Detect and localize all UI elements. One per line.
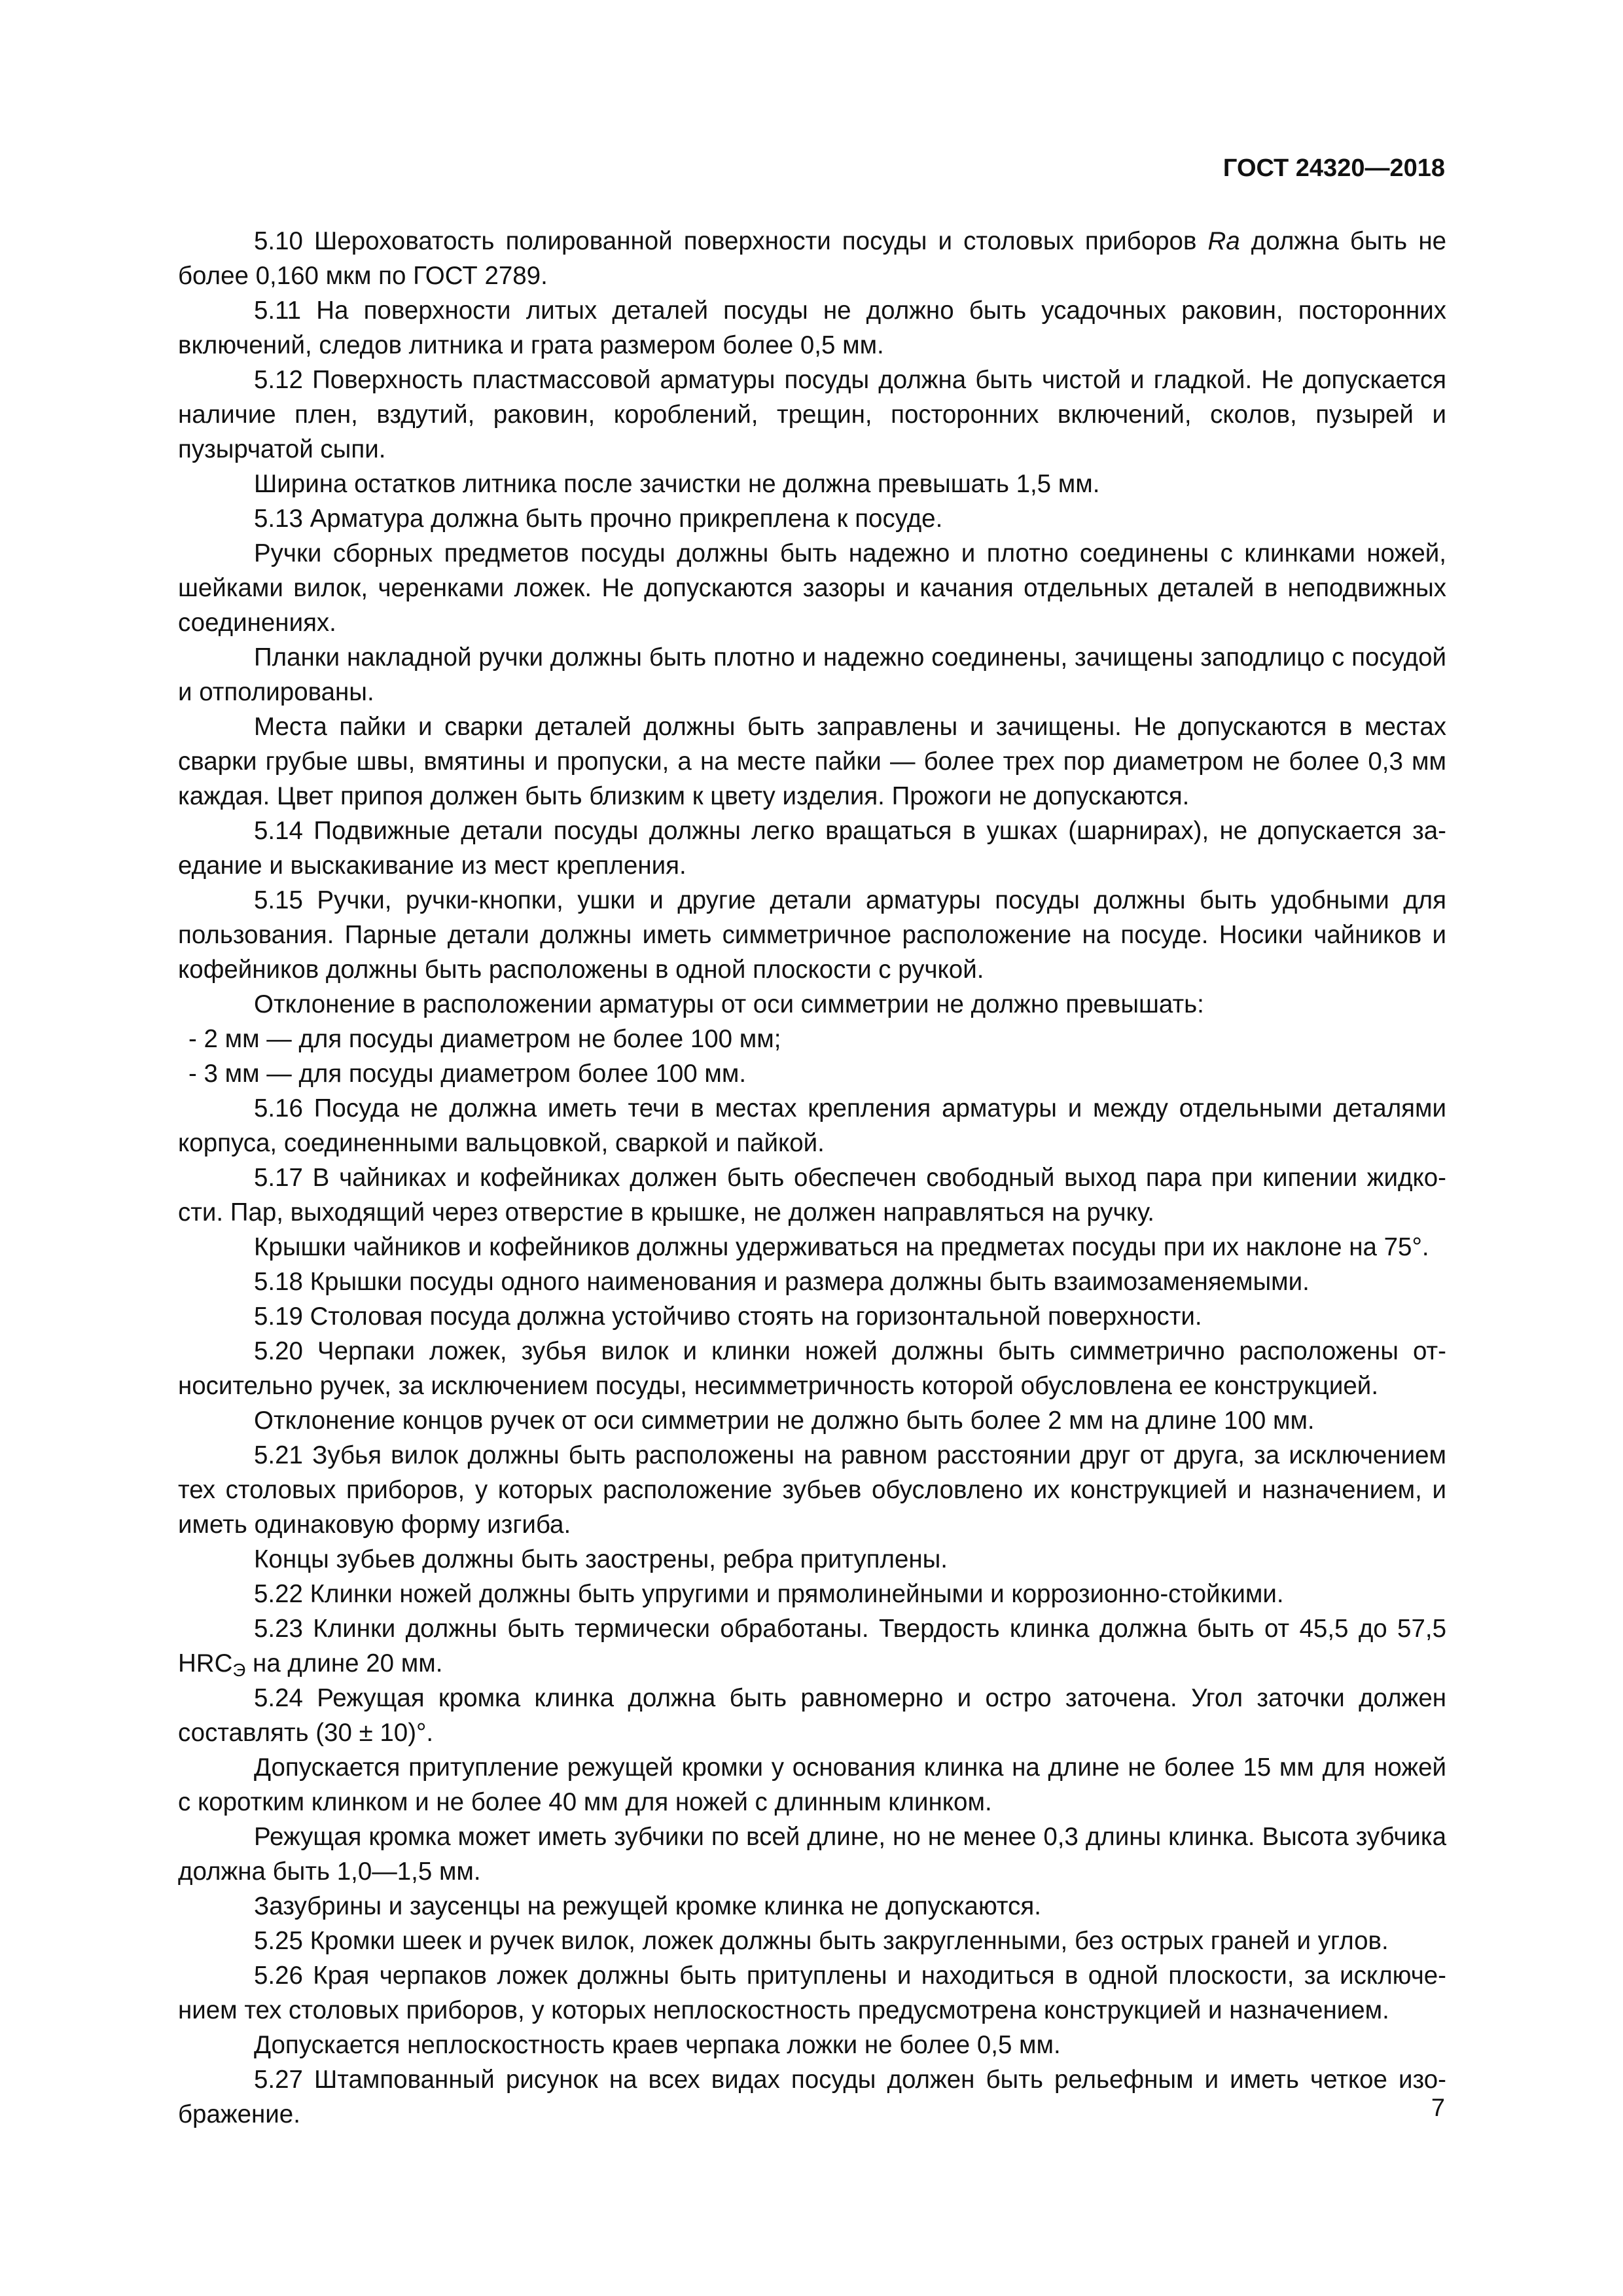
clause-5-14: 5.14 Подвижные детали посуды должны легко вращаться в ушках (шарнирах), не допускается заедание и выскакивание из мест крепления.	[178, 817, 1446, 880]
document-header	[1223, 152, 1445, 185]
clause-5-12: 5.12 Поверхность пластмассовой арматуры посуды должна быть чистой и гладкой. Не допускается наличие плен, вздутий, раковин, короблений, трещин, посторонних включений, сколов, пузырей и пузырчатой сыпи.	[178, 366, 1446, 463]
clause-5-17: 5.17 В чайниках и кофейниках должен быть обеспечен свободный выход пара при кипении жидкости. Пар, выходящий через отверстие в крышке, не должен направляться на ручку.	[178, 1164, 1446, 1227]
document-body	[178, 224, 1446, 2132]
clause-5-13-handles: Ручки сборных предметов посуды должны быть надежно и плотно соединены с клинками ножей, шейками вилок, черенками ложек. Не допускаются зазоры и качания отдельных деталей в неподвижных соединениях.	[178, 539, 1446, 637]
clause-5-23: 5.23 Клинки должны быть термически обработаны. Твердость клинка должна быть от 45,5 до 57,5 $HRC_Э$ на длине 20 мм.	[178, 1615, 1446, 1680]
clause-5-24-blunting: Допускается притупление режущей кромки у основания клинка на длине не более 15 мм для ножей с коротким клинком и не более 40 мм для ножей с длинным клинком.	[178, 1753, 1446, 1816]
clause-5-16: 5.16 Посуда не должна иметь течи в местах крепления арматуры и между отдельными деталями корпуса, соединенными вальцовкой, сваркой и пайкой.	[178, 1094, 1446, 1157]
clause-5-12-sprue-width: Ширина остатков литника после зачистки не должна превышать 1,5 мм.	[254, 470, 1100, 498]
clause-5-15-deviation: Отклонение в расположении арматуры от оси симметрии не должно превышать:	[254, 990, 1204, 1018]
clause-5-21-tines: Концы зубьев должны быть заострены, ребра притуплены.	[254, 1545, 948, 1573]
clause-5-13-soldering: Места пайки и сварки деталей должны быть заправлены и зачищены. Не допускаются в местах сварки грубые швы, вмятины и пропуски, а на месте пайки — более трех пор диаметром не более 0,3 мм каждая. Цвет припоя должен быть близким к цвету изделия. Прожоги не допускаются.	[178, 713, 1446, 810]
clause-5-20-deviation: Отклонение концов ручек от оси симметрии не должно быть более 2 мм на длине 100 мм.	[254, 1407, 1315, 1435]
hardness-subscript: Э	[232, 1659, 246, 1680]
clause-5-24-serration: Режущая кромка может иметь зубчики по всей длине, но не менее 0,3 длины клинка. Высота зубчика должна быть 1,0—1,5 мм.	[178, 1823, 1446, 1886]
clause-5-25: 5.25 Кромки шеек и ручек вилок, ложек должны быть закругленными, без острых граней и углов.	[254, 1927, 1389, 1955]
clause-5-26: 5.26 Края черпаков ложек должны быть притуплены и находиться в одной плоскости, за исключением тех столовых приборов, у которых неплоскостность предусмотрена конструкцией и назначением.	[178, 1962, 1446, 2024]
clause-5-17-lids: Крышки чайников и кофейников должны удерживаться на предметах посуды при их наклоне на 75°.	[254, 1233, 1429, 1261]
clause-5-24-burrs: Зазубрины и заусенцы на режущей кромке клинка не допускаются.	[254, 1892, 1041, 1920]
clause-5-24: 5.24 Режущая кромка клинка должна быть равномерно и остро заточена. Угол заточки должен составлять (30 ± 10)°.	[178, 1684, 1446, 1747]
clause-5-15: 5.15 Ручки, ручки-кнопки, ушки и другие детали арматуры посуды должны быть удобными для пользования. Парные детали должны иметь симметричное расположение на посуде. Носики чайников и кофейников должны быть расположены в одной плоскости с ручкой.	[178, 886, 1446, 984]
clause-5-13: 5.13 Арматура должна быть прочно прикреплена к посуде.	[254, 505, 943, 533]
clause-5-10: 5.10 Шероховатость полированной поверхности посуды и столовых приборов Ra должна быть не более 0,160 мкм по ГОСТ 2789.	[178, 227, 1446, 290]
clause-5-22: 5.22 Клинки ножей должны быть упругими и прямолинейными и коррозионно-стойкими.	[254, 1580, 1284, 1608]
clause-5-20: 5.20 Черпаки ложек, зубья вилок и клинки ножей должны быть симметрично расположены относительно ручек, за исключением посуды, несимметричность которой обусловлена ее конструкцией.	[178, 1337, 1446, 1400]
clause-5-11: 5.11 На поверхности литых деталей посуды не должно быть усадочных раковин, посторонних включений, следов литника и грата размером более 0,5 мм.	[178, 296, 1446, 359]
page-number: 7	[1431, 2094, 1445, 2122]
list-item: - 2 мм — для посуды диаметром не более 100 мм;	[188, 1025, 781, 1053]
clause-5-26-flatness: Допускается неплоскостность краев черпака ложки не более 0,5 мм.	[254, 2031, 1061, 2059]
roughness-symbol: Ra	[1207, 227, 1240, 255]
clause-5-18: 5.18 Крышки посуды одного наименования и размера должны быть взаимозаменяемыми.	[254, 1268, 1310, 1296]
clause-5-27: 5.27 Штампованный рисунок на всех видах посуды должен быть рельефным и иметь четкое изображение.	[178, 2066, 1446, 2128]
clause-5-13-plates: Планки накладной ручки должны быть плотно и надежно соединены, зачищены заподлицо с посудой и отполированы.	[178, 643, 1446, 706]
standard-id: ГОСТ 24320—2018	[1222, 154, 1445, 182]
list-item: - 3 мм — для посуды диаметром более 100 мм.	[188, 1060, 747, 1088]
clause-5-21: 5.21 Зубья вилок должны быть расположены на равном расстоянии друг от друга, за исключением тех столовых приборов, у которых расположение зубьев обусловлено их конструкцией и назначением, и иметь одинаковую форму изгиба.	[178, 1441, 1446, 1539]
clause-5-19: 5.19 Столовая посуда должна устойчиво стоять на горизонтальной поверхности.	[254, 1302, 1202, 1331]
